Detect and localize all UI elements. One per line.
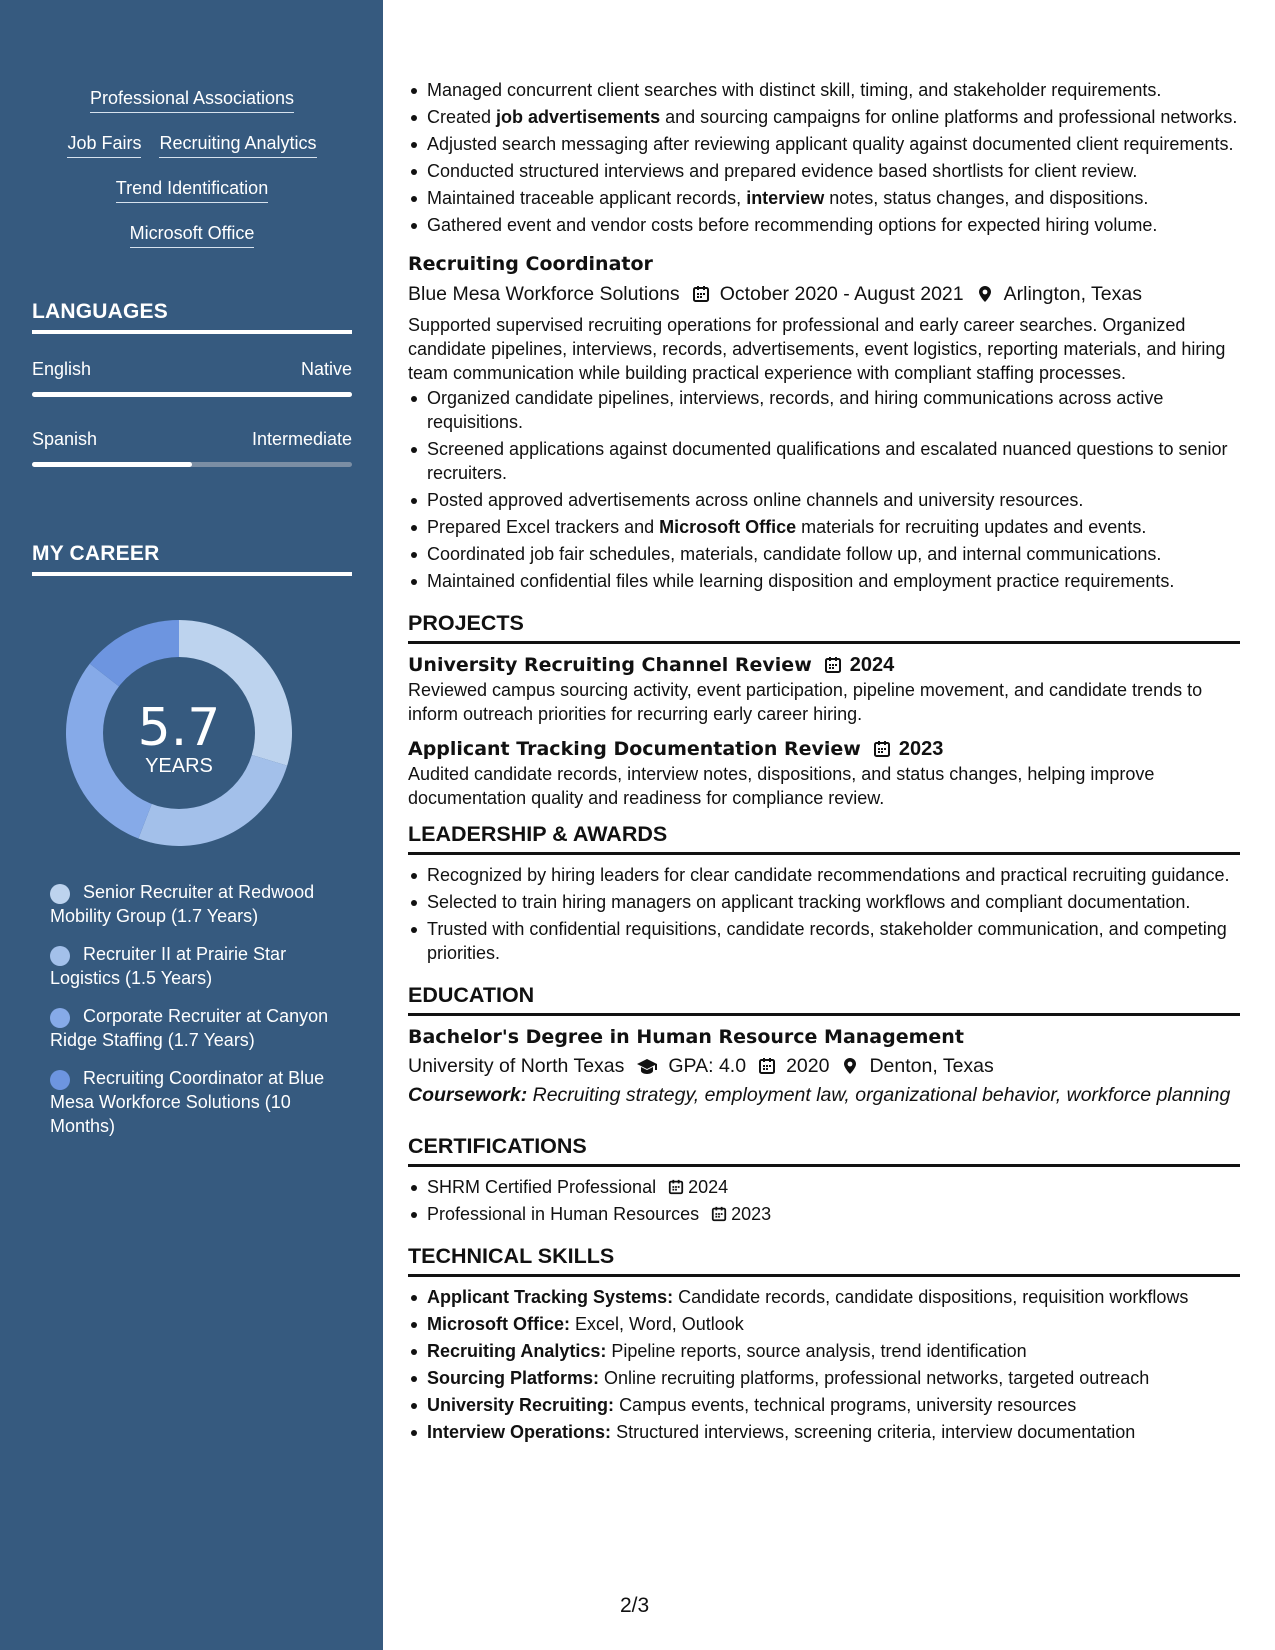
leadership-heading: LEADERSHIP & AWARDS [408,820,1240,855]
bullet-text: materials for recruiting updates and events. [796,517,1147,537]
graduation-cap-icon [636,1057,658,1075]
skill-tags [32,86,352,266]
calendar-icon [711,1206,727,1222]
bullet-item [408,542,1240,566]
career-unit: YEARS [145,755,213,777]
language-bar-fill [32,392,352,397]
bullet-text: Organized candidate pipelines, interviews, records, and hiring communications across active requisitions. [427,388,1164,432]
career-item [50,942,335,990]
education-meta [408,1052,1240,1080]
languages-heading: LANGUAGES [32,300,352,334]
gpa: GPA: 4.0 [668,1055,747,1077]
skill-category: Interview Operations: [427,1422,612,1442]
bullet-text: notes, status changes, and dispositions. [824,188,1149,208]
bullet-keyword: job advertisements [496,107,661,127]
technical-skills-list [408,1285,1240,1444]
bullet-text: Created [427,107,497,127]
coursework-label: Coursework: [408,1084,528,1106]
award-item: Recognized by hiring leaders for clear candidate recommendations and practical recruiting guidance. [408,863,1240,887]
job-dates: October 2020 - August 2021 [719,283,964,305]
skill-category: Sourcing Platforms: [427,1368,600,1388]
bullet-text: Conducted structured interviews and prepared evidence based shortlists for client review. [427,161,1138,181]
career-donut-chart [66,620,292,846]
bullet-item [408,186,1240,210]
map-pin-icon [841,1057,859,1075]
skill-tag: Trend Identification [116,176,268,203]
skill-values: Structured interviews, screening criteria, interview documentation [616,1422,1136,1442]
skill-category: Recruiting Analytics: [427,1341,607,1361]
calendar-icon [668,1179,684,1195]
calendar-icon [692,285,710,303]
career-item-text: Corporate Recruiter at Canyon Ridge Staffing (1.7 Years) [50,1006,329,1050]
technical-skill-item [408,1420,1240,1444]
bullet-item [408,488,1240,512]
bullet-item [408,515,1240,539]
technical-skill-item [408,1339,1240,1363]
career-item [50,1004,335,1052]
bullet-text: Prepared Excel trackers and [427,517,660,537]
school-name: University of North Texas [408,1055,625,1077]
bullet-item [408,159,1240,183]
language-bar-fill [32,462,192,467]
certifications-heading: CERTIFICATIONS [408,1132,1240,1167]
language-bar [32,392,352,397]
language-english [32,357,352,397]
project-year: 2024 [849,654,895,676]
skill-category: Microsoft Office: [427,1314,571,1334]
certification-name: SHRM Certified Professional [427,1177,657,1197]
skill-row [32,221,352,266]
calendar-icon [824,656,842,674]
certifications-list [408,1175,1240,1226]
bullet-text: Gathered event and vendor costs before recommending options for expected hiring volume. [427,215,1158,235]
job-meta [408,280,1240,308]
coursework-text: Recruiting strategy, employment law, organizational behavior, workforce planning [532,1084,1231,1106]
certification-item [408,1175,1240,1199]
leadership-list [408,863,1240,965]
education-location: Denton, Texas [869,1055,994,1077]
career-item [50,1066,335,1138]
technical-skill-item [408,1285,1240,1309]
page-number: 2/3 [620,1594,650,1617]
education-heading: EDUCATION [408,981,1240,1016]
project-name: Applicant Tracking Documentation Review [408,738,861,760]
skill-values: Excel, Word, Outlook [575,1314,744,1334]
skill-row [32,131,352,176]
bullet-item [408,569,1240,593]
bullet-text: Maintained confidential files while learning disposition and employment practice requirements. [427,571,1175,591]
bullet-item [408,105,1240,129]
map-pin-icon [976,285,994,303]
language-name: English [32,359,92,379]
bullet-text: Screened applications against documented qualifications and escalated nuanced questions to senior recruiters. [427,439,1228,483]
skill-values: Online recruiting platforms, professional networks, targeted outreach [604,1368,1150,1388]
technical-skill-item [408,1312,1240,1336]
coursework [408,1083,1240,1108]
project-title [408,736,1240,762]
skill-values: Candidate records, candidate dispositions, requisition workflows [678,1287,1189,1307]
graduation-year: 2020 [786,1055,830,1077]
job-company: Blue Mesa Workforce Solutions [408,283,680,305]
skill-category: University Recruiting: [427,1395,615,1415]
bullet-item [408,132,1240,156]
bullet-item [408,437,1240,485]
job-description: Supported supervised recruiting operations for professional and early career searches. Organized candidate pipelines, interviews, records, advertisements, event logistics, reporting materials, and hiring team communication while building practical experience with compliant staffing processes. [408,315,1226,383]
career-dot [50,1070,70,1090]
bullet-keyword: interview [746,188,825,208]
language-name: Spanish [32,429,98,449]
calendar-icon [873,740,891,758]
job-bullets [408,386,1240,593]
bullet-text: Maintained traceable applicant records, [427,188,747,208]
sidebar [0,0,383,1650]
bullet-text: and sourcing campaigns for online platforms and professional networks. [660,107,1238,127]
skill-row [32,86,352,131]
bullet-item [408,386,1240,434]
project-description: Reviewed campus sourcing activity, event participation, pipeline movement, and candidate trends to inform outreach priorities for recurring early career hiring. [408,680,1203,724]
career-dot [50,1008,70,1028]
projects-heading: PROJECTS [408,609,1240,644]
experience-bullets [408,78,1240,237]
certification-year: 2023 [731,1204,772,1224]
bullet-keyword: Microsoft Office [659,517,797,537]
career-heading: MY CAREER [32,542,352,576]
bullet-text: Coordinated job fair schedules, materials, candidate follow up, and internal communications. [427,544,1162,564]
calendar-icon [758,1057,776,1075]
technical-skills-heading: TECHNICAL SKILLS [408,1242,1240,1277]
technical-skill-item [408,1366,1240,1390]
certification-name: Professional in Human Resources [427,1204,700,1224]
bullet-item [408,213,1240,237]
career-item-text: Recruiter II at Prairie Star Logistics (1.5 Years) [50,944,287,988]
language-spanish [32,427,352,467]
language-bar [32,462,352,467]
skill-category: Applicant Tracking Systems: [427,1287,674,1307]
bullet-text: Managed concurrent client searches with distinct skill, timing, and stakeholder requirements. [427,80,1162,100]
bullet-text: Adjusted search messaging after reviewing applicant quality against documented client requirements. [427,134,1234,154]
career-item [50,880,335,928]
skill-tag: Recruiting Analytics [159,131,316,158]
job-location: Arlington, Texas [1003,283,1142,305]
technical-skill-item [408,1393,1240,1417]
career-item-text: Recruiting Coordinator at Blue Mesa Workforce Solutions (10 Months) [50,1068,325,1136]
project-description: Audited candidate records, interview notes, dispositions, and status changes, helping improve documentation quality and readiness for compliance review. [408,764,1155,808]
language-level: Native [300,359,352,379]
skill-tag: Professional Associations [90,86,294,113]
certification-year: 2024 [688,1177,729,1197]
job-title: Recruiting Coordinator [408,253,653,275]
award-item: Trusted with confidential requisitions, candidate records, stakeholder communication, and competing priorities. [408,917,1240,965]
projects-list [408,652,1240,810]
skill-values: Pipeline reports, source analysis, trend identification [611,1341,1027,1361]
skill-values: Campus events, technical programs, university resources [619,1395,1077,1415]
career-item-text: Senior Recruiter at Redwood Mobility Group (1.7 Years) [50,882,315,926]
bullet-text: Posted approved advertisements across online channels and university resources. [427,490,1084,510]
skill-row [32,176,352,221]
bullet-item [408,78,1240,102]
project-title [408,652,1240,678]
language-level: Intermediate [251,429,352,449]
career-total: 5.7 [137,698,221,758]
certification-item [408,1202,1240,1226]
skill-tag: Microsoft Office [130,221,255,248]
career-dot [50,884,70,904]
career-dot [50,946,70,966]
career-list [50,880,335,1152]
main-content [408,78,1240,1447]
project-year: 2023 [898,738,944,760]
project-name: University Recruiting Channel Review [408,654,812,676]
degree-title: Bachelor's Degree in Human Resource Management [408,1026,964,1048]
award-item: Selected to train hiring managers on applicant tracking workflows and compliant documentation. [408,890,1240,914]
skill-tag: Job Fairs [67,131,141,158]
